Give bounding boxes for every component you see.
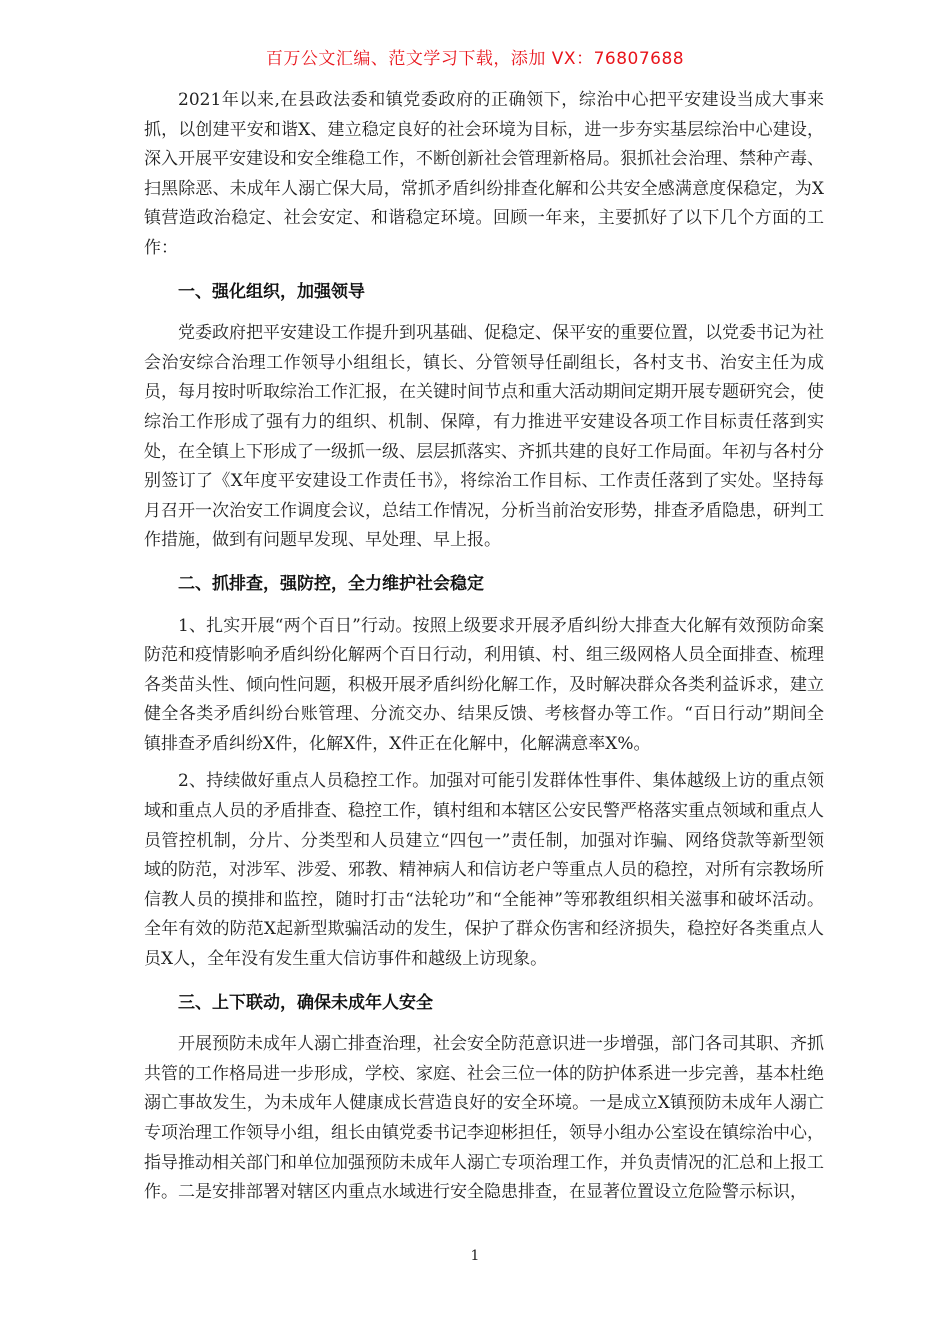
document-body — [144, 86, 824, 1216]
section-2-paragraph-2: 2、持续做好重点人员稳控工作。加强对可能引发群体性事件、集体越级上访的重点领域和重点人员的矛盾排查、稳控工作，镇村组和本辖区公安民警严格落实重点领域和重点人员管控机制，分片、分类型和人员建立“四包一”责任制，加强对诈骗、网络贷款等新型领域的防范，对涉军、涉爱、邪教、精神病人和信访老户等重点人员的稳控，对所有宗教场所信教人员的摸排和监控，随时打击“法轮功”和“全能神”等邪教组织相关滋事和破坏活动。全年有效的防范X起新型欺骗活动的发生，保护了群众伤害和经济损失，稳控好各类重点人员X人，全年没有发生重大信访事件和越级上访现象。 — [144, 771, 824, 970]
section-2-paragraph-1: 1、扎实开展“两个百日”行动。按照上级要求开展矛盾纠纷大排查大化解有效预防命案防范和疫情影响矛盾纠纷化解两个百日行动，利用镇、村、组三级网格人员全面排查、梳理各类苗头性、倾向性问题，积极开展矛盾纠纷化解工作，及时解决群众各类利益诉求，建立健全各类矛盾纠纷台账管理、分流交办、结果反馈、考核督办等工作。“百日行动”期间全镇排查矛盾纠纷X件，化解X件，X件正在化解中，化解满意率X%。 — [144, 615, 824, 754]
watermark-banner: 百万公文汇编、范文学习下载，添加 VX：76807688 — [265, 49, 685, 69]
section-heading-3: 三、上下联动，确保未成年人安全 — [178, 992, 433, 1013]
section-3-paragraph-1: 开展预防未成年人溺亡排查治理，社会安全防范意识进一步增强，部门各司其职、齐抓共管的工作格局进一步形成，学校、家庭、社会三位一体的防护体系进一步完善，基本杜绝溺亡事故发生，为未成年人健康成长营造良好的安全环境。一是成立X镇预防未成年人溺亡专项治理工作领导小组，组长由镇党委书记李迎彬担任，领导小组办公室设在镇综治中心，指导推动相关部门和单位加强预防未成年人溺亡专项治理工作，并负责情况的汇总和上报工作。二是安排部署对辖区内重点水域进行安全隐患排查，在显著位置设立危险警示标识， — [144, 1034, 824, 1203]
intro-paragraph: 2021年以来,在县政法委和镇党委政府的正确领下，综治中心把平安建设当成大事来抓，以创建平安和谐X、建立稳定良好的社会环境为目标，进一步夯实基层综治中心建设，深入开展平安建设和安全维稳工作，不断创新社会管理新格局。狠抓社会治理、禁种产毒、扫黑除恶、未成年人溺亡保大局，常抓矛盾纠纷排查化解和公共安全感满意度保稳定，为X镇营造政治稳定、社会安定、和谐稳定环境。回顾一年来，主要抓好了以下几个方面的工作： — [144, 90, 824, 258]
page-number: 1 — [470, 1248, 480, 1264]
section-heading-1: 一、强化组织，加强领导 — [178, 281, 365, 302]
section-heading-2: 二、抓排查，强防控，全力维护社会稳定 — [178, 573, 484, 594]
section-1-paragraph-1: 党委政府把平安建设工作提升到巩基础、促稳定、保平安的重要位置，以党委书记为社会治安综合治理工作领导小组组长，镇长、分管领导任副组长，各村支书、治安主任为成员，每月按时听取综治工作汇报，在关键时间节点和重大活动期间定期开展专题研究会，使综治工作形成了强有力的组织、机制、保障，有力推进平安建设各项工作目标责任落到实处，在全镇上下形成了一级抓一级、层层抓落实、齐抓共建的良好工作局面。年初与各村分别签订了《X年度平安建设工作责任书》，将综治工作目标、工作责任落到了实处。坚持每月召开一次治安工作调度会议，总结工作情况，分析当前治安形势，排查矛盾隐患，研判工作措施，做到有问题早发现、早处理、早上报。 — [144, 323, 824, 551]
